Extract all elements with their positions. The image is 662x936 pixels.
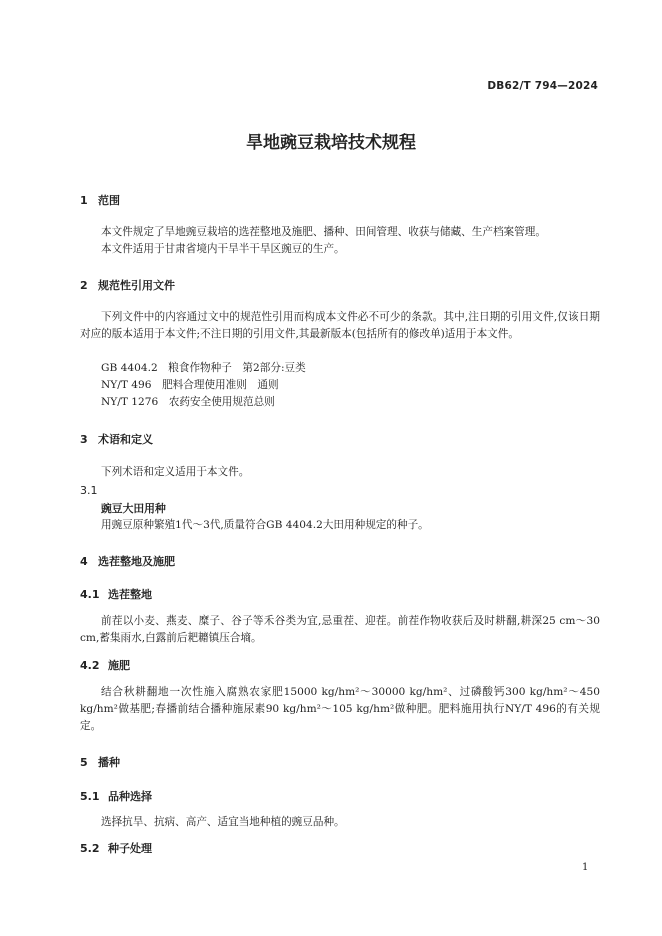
section-number: 5.2 (80, 842, 100, 855)
section-title: 种子处理 (108, 842, 152, 855)
document-title: 旱地豌豆栽培技术规程 (246, 133, 416, 153)
section-5-1-paragraph: 选择抗旱、抗病、高产、适宜当地种植的豌豆品种。 (101, 816, 345, 828)
section-number: 4 (80, 555, 88, 568)
section-number: 1 (80, 194, 88, 207)
section-1-paragraph-1: 本文件规定了旱地豌豆栽培的选茬整地及施肥、播种、田间管理、收获与储藏、生产档案管理。 (101, 226, 546, 238)
section-title: 施肥 (108, 659, 130, 672)
term-number: 3.1 (80, 484, 98, 497)
section-5-1-heading (80, 788, 152, 804)
section-4-1-heading (80, 586, 152, 602)
section-title: 范围 (98, 194, 120, 207)
section-title: 选茬整地及施肥 (98, 555, 175, 568)
section-5-heading (80, 754, 120, 770)
section-2-paragraph: 下列文件中的内容通过文中的规范性引用而构成本文件必不可少的条款。其中,注日期的引用文件,仅该日期对应的版本适用于本文件;不注日期的引用文件,其最新版本(包括所有的修改单)适用于本文件。 (80, 311, 600, 340)
section-number: 4.1 (80, 588, 100, 601)
section-1-heading (80, 192, 120, 208)
section-number: 2 (80, 279, 88, 292)
section-3-paragraph: 下列术语和定义适用于本文件。 (101, 466, 250, 478)
section-number: 4.2 (80, 659, 100, 672)
section-number: 5 (80, 756, 88, 769)
standard-number: DB62/T 794—2024 (487, 80, 598, 92)
section-2-heading (80, 277, 175, 293)
section-4-heading (80, 553, 175, 569)
section-3-heading (80, 431, 153, 447)
section-title: 播种 (98, 756, 120, 769)
term-title: 豌豆大田用种 (101, 502, 166, 515)
section-title: 规范性引用文件 (98, 279, 175, 292)
reference-gb4404: GB 4404.2 粮食作物种子 第2部分:豆类 (101, 362, 306, 374)
section-title: 选茬整地 (108, 588, 152, 601)
section-4-2-paragraph: 结合秋耕翻地一次性施入腐熟农家肥15000 kg/hm²～30000 kg/hm²、过磷酸钙300 kg/hm²～450 kg/hm²做基肥;春播前结合播种施尿素90 kg/hm²～105 kg/hm²做种肥。肥料施用执行NY/T 496的有关规定。 (80, 686, 600, 732)
term-definition: 用豌豆原种繁殖1代～3代,质量符合GB 4404.2大田用种规定的种子。 (101, 519, 429, 531)
section-5-2-heading (80, 840, 152, 856)
section-1-paragraph-2: 本文件适用于甘肃省境内干旱半干旱区豌豆的生产。 (101, 243, 345, 255)
section-number: 3 (80, 433, 88, 446)
section-title: 术语和定义 (98, 433, 153, 446)
reference-nyt1276: NY/T 1276 农药安全使用规范总则 (101, 396, 275, 408)
section-4-1-paragraph: 前茬以小麦、燕麦、糜子、谷子等禾谷类为宜,忌重茬、迎茬。前茬作物收获后及时耕翻,耕深25 cm～30 cm,蓄集雨水,白露前后耙耱镇压合墒。 (80, 615, 600, 644)
section-number: 5.1 (80, 790, 100, 803)
section-title: 品种选择 (108, 790, 152, 803)
page-number: 1 (582, 862, 589, 873)
section-4-2-heading (80, 657, 130, 673)
reference-nyt496: NY/T 496 肥料合理使用准则 通则 (101, 379, 279, 391)
